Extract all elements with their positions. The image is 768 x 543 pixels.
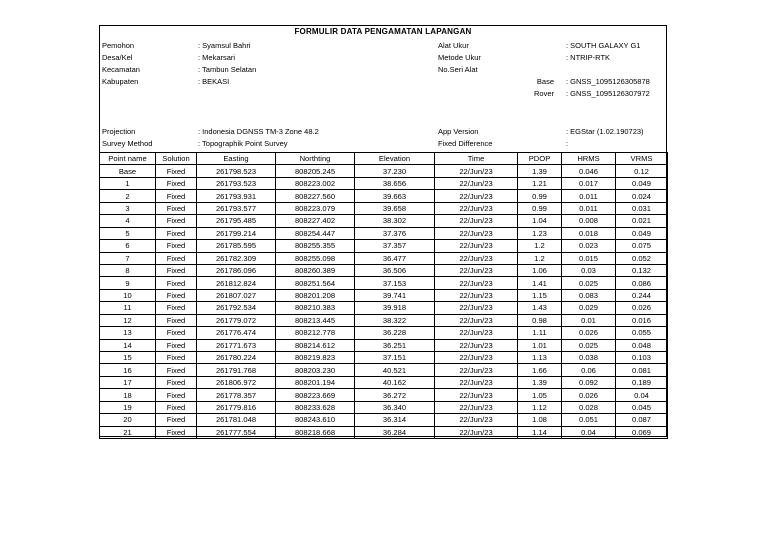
cell-elevation: 36.228	[355, 327, 435, 339]
cell-vrms: 0.016	[616, 314, 668, 326]
cell-pdop: 1.41	[518, 277, 562, 289]
cell-point-name: 5	[100, 227, 156, 239]
cell-time: 22/Jun/23	[435, 314, 518, 326]
cell-point-name: 3	[100, 202, 156, 214]
cell-easting: 261793.931	[197, 190, 276, 202]
cell-elevation: 39.741	[355, 289, 435, 301]
cell-point-name: 2	[100, 190, 156, 202]
cell-solution: Fixed	[156, 352, 197, 364]
cell-easting: 261782.309	[197, 252, 276, 264]
cell-time: 22/Jun/23	[435, 352, 518, 364]
cell-elevation: 39.663	[355, 190, 435, 202]
cell-easting: 261780.224	[197, 352, 276, 364]
cell-easting: 261785.595	[197, 240, 276, 252]
cell-solution: Fixed	[156, 376, 197, 388]
header-easting: Easting	[197, 153, 276, 165]
cell-northing: 808251.564	[276, 277, 355, 289]
cell-elevation: 36.340	[355, 401, 435, 413]
cell-time: 22/Jun/23	[435, 327, 518, 339]
cell-pdop: 1.2	[518, 252, 562, 264]
cell-time: 22/Jun/23	[435, 426, 518, 438]
table-row	[100, 414, 668, 426]
cell-solution: Fixed	[156, 177, 197, 189]
header-time: Time	[435, 153, 518, 165]
cell-easting: 261779.816	[197, 401, 276, 413]
header-hrms: HRMS	[562, 153, 616, 165]
cell-vrms: 0.069	[616, 426, 668, 438]
cell-elevation: 40.521	[355, 364, 435, 376]
table-row	[100, 215, 668, 227]
cell-point-name: 17	[100, 376, 156, 388]
cell-pdop: 1.13	[518, 352, 562, 364]
label-projection: Projection	[102, 127, 136, 136]
cell-easting: 261792.534	[197, 302, 276, 314]
cell-easting: 261781.048	[197, 414, 276, 426]
cell-vrms: 0.087	[616, 414, 668, 426]
cell-solution: Fixed	[156, 401, 197, 413]
cell-elevation: 37.230	[355, 165, 435, 177]
header-point-name: Point name	[100, 153, 156, 165]
cell-solution: Fixed	[156, 215, 197, 227]
header-pdop: PDOP	[518, 153, 562, 165]
cell-solution: Fixed	[156, 252, 197, 264]
value-desa: : Mekarsari	[198, 53, 236, 62]
cell-solution: Fixed	[156, 240, 197, 252]
cell-elevation: 36.284	[355, 426, 435, 438]
cell-time: 22/Jun/23	[435, 215, 518, 227]
cell-pdop: 0.98	[518, 314, 562, 326]
label-pemohon: Pemohon	[102, 41, 135, 50]
cell-easting: 261806.972	[197, 376, 276, 388]
cell-solution: Fixed	[156, 202, 197, 214]
header-vrms: VRMS	[616, 153, 668, 165]
cell-northing: 808214.612	[276, 339, 355, 351]
cell-vrms: 0.189	[616, 376, 668, 388]
cell-point-name: 12	[100, 314, 156, 326]
cell-pdop: 1.23	[518, 227, 562, 239]
form-title: FORMULIR DATA PENGAMATAN LAPANGAN	[294, 27, 472, 36]
cell-easting: 261795.485	[197, 215, 276, 227]
cell-hrms: 0.083	[562, 289, 616, 301]
cell-hrms: 0.023	[562, 240, 616, 252]
cell-hrms: 0.011	[562, 190, 616, 202]
cell-vrms: 0.12	[616, 165, 668, 177]
cell-time: 22/Jun/23	[435, 177, 518, 189]
value-survey-method: : Topographik Point Survey	[198, 139, 288, 148]
cell-point-name: 14	[100, 339, 156, 351]
cell-northing: 808254.447	[276, 227, 355, 239]
cell-vrms: 0.052	[616, 252, 668, 264]
cell-point-name: 11	[100, 302, 156, 314]
cell-easting: 261812.824	[197, 277, 276, 289]
cell-pdop: 1.05	[518, 389, 562, 401]
cell-hrms: 0.017	[562, 177, 616, 189]
cell-solution: Fixed	[156, 426, 197, 438]
table-header-row	[100, 153, 668, 165]
cell-northing: 808212.778	[276, 327, 355, 339]
label-kecamatan: Kecamatan	[102, 65, 140, 74]
cell-northing: 808218.668	[276, 426, 355, 438]
cell-vrms: 0.244	[616, 289, 668, 301]
cell-hrms: 0.01	[562, 314, 616, 326]
cell-point-name: 1	[100, 177, 156, 189]
table-row	[100, 376, 668, 388]
cell-point-name: 8	[100, 264, 156, 276]
cell-pdop: 0.99	[518, 190, 562, 202]
cell-solution: Fixed	[156, 339, 197, 351]
cell-easting: 261791.768	[197, 364, 276, 376]
cell-easting: 261786.096	[197, 264, 276, 276]
cell-point-name: 18	[100, 389, 156, 401]
table-row	[100, 227, 668, 239]
table-row	[100, 364, 668, 376]
cell-pdop: 1.43	[518, 302, 562, 314]
cell-northing: 808223.079	[276, 202, 355, 214]
value-base: : GNSS_1095126305878	[566, 77, 650, 86]
cell-hrms: 0.092	[562, 376, 616, 388]
cell-time: 22/Jun/23	[435, 264, 518, 276]
table-row	[100, 314, 668, 326]
cell-vrms: 0.081	[616, 364, 668, 376]
cell-vrms: 0.075	[616, 240, 668, 252]
cell-easting: 261793.577	[197, 202, 276, 214]
header-solution: Solution	[156, 153, 197, 165]
cell-elevation: 37.151	[355, 352, 435, 364]
cell-vrms: 0.048	[616, 339, 668, 351]
value-rover: : GNSS_1095126307972	[566, 89, 650, 98]
cell-time: 22/Jun/23	[435, 252, 518, 264]
cell-vrms: 0.045	[616, 401, 668, 413]
table-row	[100, 177, 668, 189]
cell-northing: 808255.098	[276, 252, 355, 264]
cell-pdop: 1.39	[518, 376, 562, 388]
cell-hrms: 0.03	[562, 264, 616, 276]
observation-table	[99, 152, 668, 439]
cell-vrms: 0.031	[616, 202, 668, 214]
cell-pdop: 1.2	[518, 240, 562, 252]
label-app-version: App Version	[438, 127, 479, 136]
cell-vrms: 0.086	[616, 277, 668, 289]
cell-solution: Fixed	[156, 414, 197, 426]
cell-northing: 808213.445	[276, 314, 355, 326]
cell-northing: 808233.628	[276, 401, 355, 413]
cell-elevation: 39.918	[355, 302, 435, 314]
cell-easting: 261793.523	[197, 177, 276, 189]
cell-solution: Fixed	[156, 165, 197, 177]
cell-easting: 261807.027	[197, 289, 276, 301]
cell-elevation: 36.506	[355, 264, 435, 276]
cell-time: 22/Jun/23	[435, 414, 518, 426]
table-row	[100, 426, 668, 438]
value-projection: : Indonesia DGNSS TM-3 Zone 48.2	[198, 127, 319, 136]
label-desa: Desa/Kel	[102, 53, 133, 62]
cell-vrms: 0.049	[616, 227, 668, 239]
label-alat-ukur: Alat Ukur	[438, 41, 469, 50]
cell-hrms: 0.029	[562, 302, 616, 314]
table-row	[100, 289, 668, 301]
cell-time: 22/Jun/23	[435, 389, 518, 401]
cell-point-name: 16	[100, 364, 156, 376]
value-alat-ukur: : SOUTH GALAXY G1	[566, 41, 641, 50]
cell-hrms: 0.026	[562, 327, 616, 339]
cell-time: 22/Jun/23	[435, 364, 518, 376]
value-kecamatan: : Tambun Selatan	[198, 65, 257, 74]
cell-elevation: 38.656	[355, 177, 435, 189]
cell-point-name: 20	[100, 414, 156, 426]
cell-hrms: 0.018	[562, 227, 616, 239]
cell-solution: Fixed	[156, 327, 197, 339]
cell-pdop: 1.66	[518, 364, 562, 376]
label-fixed-difference: Fixed Difference	[438, 139, 493, 148]
cell-northing: 808210.383	[276, 302, 355, 314]
cell-vrms: 0.132	[616, 264, 668, 276]
cell-northing: 808255.355	[276, 240, 355, 252]
cell-vrms: 0.049	[616, 177, 668, 189]
table-row	[100, 401, 668, 413]
cell-pdop: 1.06	[518, 264, 562, 276]
label-metode-ukur: Metode Ukur	[438, 53, 481, 62]
cell-easting: 261777.554	[197, 426, 276, 438]
cell-elevation: 36.251	[355, 339, 435, 351]
cell-pdop: 1.01	[518, 339, 562, 351]
cell-hrms: 0.025	[562, 339, 616, 351]
cell-easting: 261799.214	[197, 227, 276, 239]
cell-time: 22/Jun/23	[435, 202, 518, 214]
cell-solution: Fixed	[156, 302, 197, 314]
cell-time: 22/Jun/23	[435, 339, 518, 351]
cell-easting: 261779.072	[197, 314, 276, 326]
table-body	[100, 165, 668, 439]
cell-solution: Fixed	[156, 277, 197, 289]
cell-northing: 808203.230	[276, 364, 355, 376]
cell-pdop: 1.12	[518, 401, 562, 413]
cell-northing: 808260.389	[276, 264, 355, 276]
cell-easting: 261776.474	[197, 327, 276, 339]
cell-elevation: 36.477	[355, 252, 435, 264]
value-kabupaten: : BEKASI	[198, 77, 230, 86]
table-row	[100, 190, 668, 202]
table-row	[100, 240, 668, 252]
table-row	[100, 327, 668, 339]
table-row	[100, 165, 668, 177]
cell-time: 22/Jun/23	[435, 289, 518, 301]
cell-point-name: 19	[100, 401, 156, 413]
cell-hrms: 0.04	[562, 426, 616, 438]
table-row	[100, 302, 668, 314]
cell-elevation: 37.357	[355, 240, 435, 252]
cell-northing: 808223.669	[276, 389, 355, 401]
cell-time: 22/Jun/23	[435, 277, 518, 289]
cell-time: 22/Jun/23	[435, 165, 518, 177]
header-northing: Northting	[276, 153, 355, 165]
cell-vrms: 0.021	[616, 215, 668, 227]
cell-elevation: 36.272	[355, 389, 435, 401]
cell-pdop: 1.39	[518, 165, 562, 177]
cell-hrms: 0.008	[562, 215, 616, 227]
cell-northing: 808201.194	[276, 376, 355, 388]
cell-elevation: 36.314	[355, 414, 435, 426]
cell-point-name: Base	[100, 165, 156, 177]
cell-pdop: 1.15	[518, 289, 562, 301]
cell-solution: Fixed	[156, 289, 197, 301]
cell-easting: 261778.357	[197, 389, 276, 401]
label-survey-method: Survey Method	[102, 139, 153, 148]
cell-hrms: 0.06	[562, 364, 616, 376]
table-row	[100, 339, 668, 351]
table-row	[100, 389, 668, 401]
cell-hrms: 0.046	[562, 165, 616, 177]
cell-hrms: 0.011	[562, 202, 616, 214]
label-kabupaten: Kabupaten	[102, 77, 139, 86]
cell-point-name: 10	[100, 289, 156, 301]
cell-time: 22/Jun/23	[435, 401, 518, 413]
cell-northing: 808219.823	[276, 352, 355, 364]
cell-northing: 808227.402	[276, 215, 355, 227]
cell-northing: 808227.560	[276, 190, 355, 202]
label-rover: Rover	[533, 89, 554, 98]
cell-point-name: 4	[100, 215, 156, 227]
cell-solution: Fixed	[156, 264, 197, 276]
cell-point-name: 7	[100, 252, 156, 264]
table-row	[100, 277, 668, 289]
cell-pdop: 1.14	[518, 426, 562, 438]
cell-time: 22/Jun/23	[435, 240, 518, 252]
cell-vrms: 0.055	[616, 327, 668, 339]
cell-elevation: 37.376	[355, 227, 435, 239]
cell-point-name: 6	[100, 240, 156, 252]
cell-northing: 808243.610	[276, 414, 355, 426]
cell-point-name: 15	[100, 352, 156, 364]
cell-hrms: 0.038	[562, 352, 616, 364]
cell-elevation: 38.322	[355, 314, 435, 326]
table-row	[100, 264, 668, 276]
cell-vrms: 0.024	[616, 190, 668, 202]
cell-northing: 808223.002	[276, 177, 355, 189]
value-metode-ukur: : NTRIP-RTK	[566, 53, 611, 62]
cell-easting: 261771.673	[197, 339, 276, 351]
cell-hrms: 0.051	[562, 414, 616, 426]
cell-solution: Fixed	[156, 389, 197, 401]
cell-point-name: 9	[100, 277, 156, 289]
cell-solution: Fixed	[156, 190, 197, 202]
cell-time: 22/Jun/23	[435, 227, 518, 239]
cell-vrms: 0.103	[616, 352, 668, 364]
cell-northing: 808205.245	[276, 165, 355, 177]
table-row	[100, 352, 668, 364]
cell-point-name: 13	[100, 327, 156, 339]
cell-hrms: 0.028	[562, 401, 616, 413]
cell-solution: Fixed	[156, 227, 197, 239]
cell-elevation: 40.162	[355, 376, 435, 388]
cell-elevation: 37.153	[355, 277, 435, 289]
cell-time: 22/Jun/23	[435, 376, 518, 388]
cell-pdop: 0.99	[518, 202, 562, 214]
label-base: Base	[536, 77, 554, 86]
cell-pdop: 1.04	[518, 215, 562, 227]
value-app-version: : EGStar (1.02.190723)	[566, 127, 644, 136]
field-observation-form	[99, 25, 667, 437]
cell-hrms: 0.015	[562, 252, 616, 264]
table-row	[100, 252, 668, 264]
cell-elevation: 38.302	[355, 215, 435, 227]
cell-solution: Fixed	[156, 364, 197, 376]
cell-hrms: 0.026	[562, 389, 616, 401]
cell-pdop: 1.08	[518, 414, 562, 426]
header-elevation: Elevation	[355, 153, 435, 165]
cell-vrms: 0.04	[616, 389, 668, 401]
cell-easting: 261798.523	[197, 165, 276, 177]
cell-time: 22/Jun/23	[435, 302, 518, 314]
cell-time: 22/Jun/23	[435, 190, 518, 202]
cell-elevation: 39.658	[355, 202, 435, 214]
cell-solution: Fixed	[156, 314, 197, 326]
label-no-seri-alat: No.Seri Alat	[438, 65, 478, 74]
cell-northing: 808201.208	[276, 289, 355, 301]
value-fixed-difference: :	[566, 139, 569, 148]
cell-pdop: 1.21	[518, 177, 562, 189]
table-row	[100, 202, 668, 214]
cell-pdop: 1.11	[518, 327, 562, 339]
cell-vrms: 0.026	[616, 302, 668, 314]
cell-hrms: 0.025	[562, 277, 616, 289]
value-pemohon: : Syamsul Bahri	[198, 41, 251, 50]
cell-point-name: 21	[100, 426, 156, 438]
